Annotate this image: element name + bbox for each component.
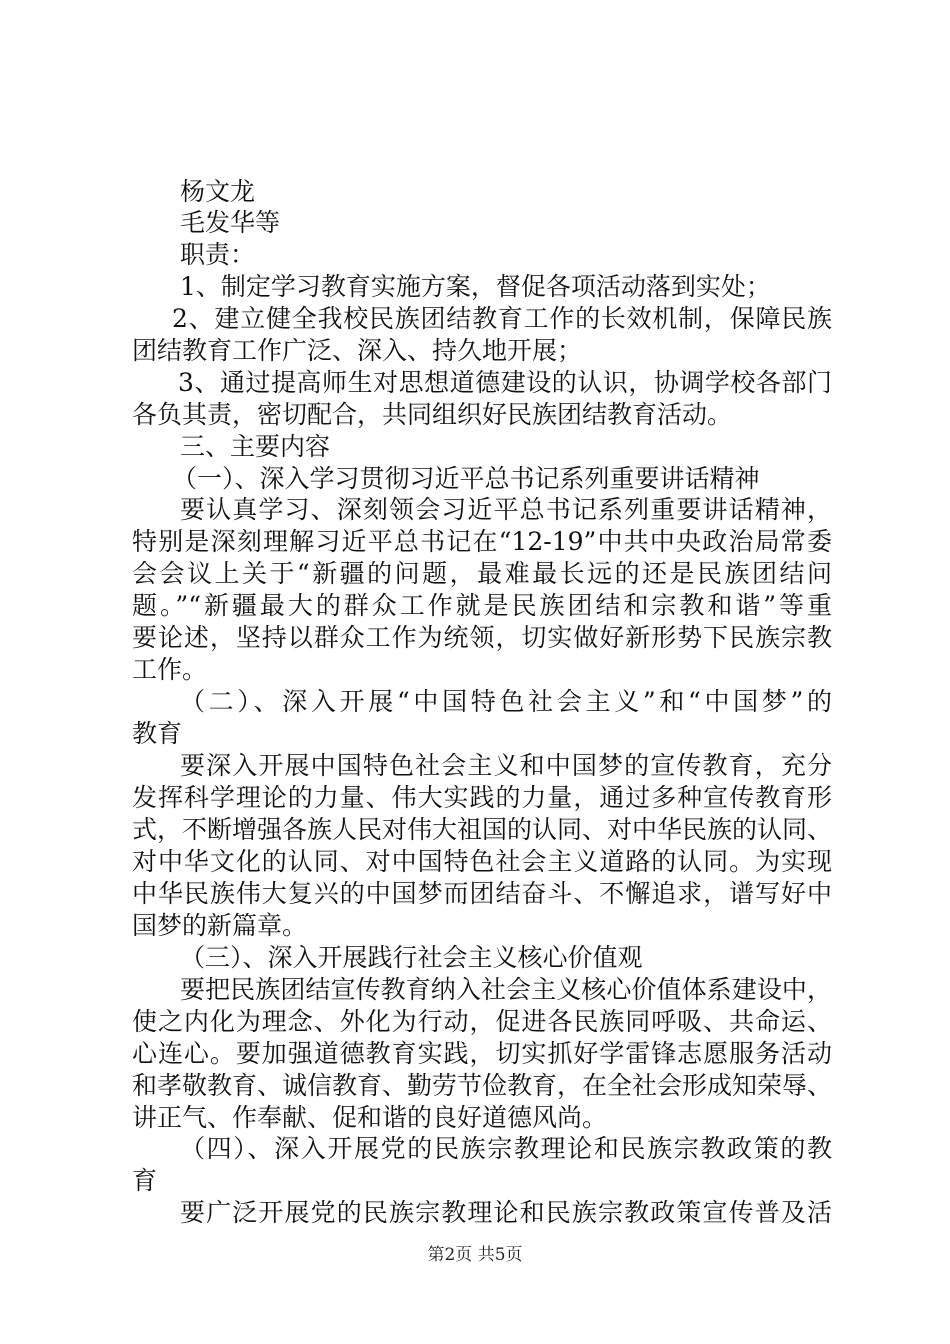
paragraph-line: 会会议上关于“新疆的问题，最难最长远的还是民族团结问 [132,559,832,588]
subsection-heading: 育 [132,1166,158,1195]
section-heading: 三、主要内容 [180,432,331,461]
paragraph-line: 要论述，坚持以群众工作为统领，切实做好新形势下民族宗教 [132,623,832,652]
list-item-text: 3、通过提高师生对思想道德建设的认识，协调学校各部门 [178,368,832,397]
paragraph-line: 题。”“新疆最大的群众工作就是民族团结和宗教和谐”等重 [132,591,832,620]
subsection-heading: （四）、深入开展党的民族宗教理论和民族宗教政策的教 [180,1134,832,1163]
paragraph-line: 要把民族团结宣传教育纳入社会主义核心价值体系建设中， [180,975,832,1004]
subsection-heading: （三）、深入开展践行社会主义核心价值观 [180,943,643,972]
paragraph-line: 和孝敬教育、诚信教育、勤劳节俭教育，在全社会形成知荣辱、 [132,1071,833,1100]
list-item-text: 2、建立健全我校民族团结教育工作的长效机制，保障民族 [172,304,832,333]
subsection-heading: （一）、深入学习贯彻习近平总书记系列重要讲话精神 [172,464,760,493]
list-item-text: 团结教育工作广泛、深入、持久地开展； [132,336,583,365]
paragraph-line: 使之内化为理念、外化为行动，促进各民族同呼吸、共命运、 [132,1007,832,1036]
paragraph-line: 工作。 [132,655,208,684]
text-line: 杨文龙 [180,177,256,206]
paragraph-line: 国梦的新篇章。 [132,911,308,940]
paragraph-line: 要广泛开展党的民族宗教理论和民族宗教政策宣传普及活 [180,1198,832,1227]
paragraph-line: 中华民族伟大复兴的中国梦而团结奋斗、不懈追求，谱写好中 [132,879,832,908]
paragraph-line: 要深入开展中国特色社会主义和中国梦的宣传教育，充分 [180,751,832,780]
paragraph-line: 讲正气、作奉献、促和谐的良好道德风尚。 [132,1103,608,1132]
text-line: 毛发华等 [180,208,281,237]
paragraph-line: 要认真学习、深刻领会习近平总书记系列重要讲话精神， [180,495,832,524]
paragraph-line: 式，不断增强各族人民对伟大祖国的认同、对中华民族的认同、 [132,815,833,844]
paragraph-line: 对中华文化的认同、对中国特色社会主义道路的认同。为实现 [132,847,832,876]
text-line: 职责： [180,240,256,269]
subsection-heading: 教育 [132,719,183,748]
subsection-heading: （二）、深入开展“中国特色社会主义”和“中国梦”的 [180,687,832,716]
paragraph-line: 发挥科学理论的力量、伟大实践的力量，通过多种宣传教育形 [132,783,832,812]
list-item-text: 1、制定学习教育实施方案，督促各项活动落到实处； [180,272,771,301]
list-item-text: 各负其责，密切配合，共同组织好民族团结教育活动。 [132,400,733,429]
page-number: 第2页 共5页 [427,1245,523,1265]
paragraph-line: 特别是深刻理解习近平总书记在“12-19”中共中央政治局常委 [132,527,832,556]
paragraph-line: 心连心。要加强道德教育实践，切实抓好学雷锋志愿服务活动 [132,1039,832,1068]
